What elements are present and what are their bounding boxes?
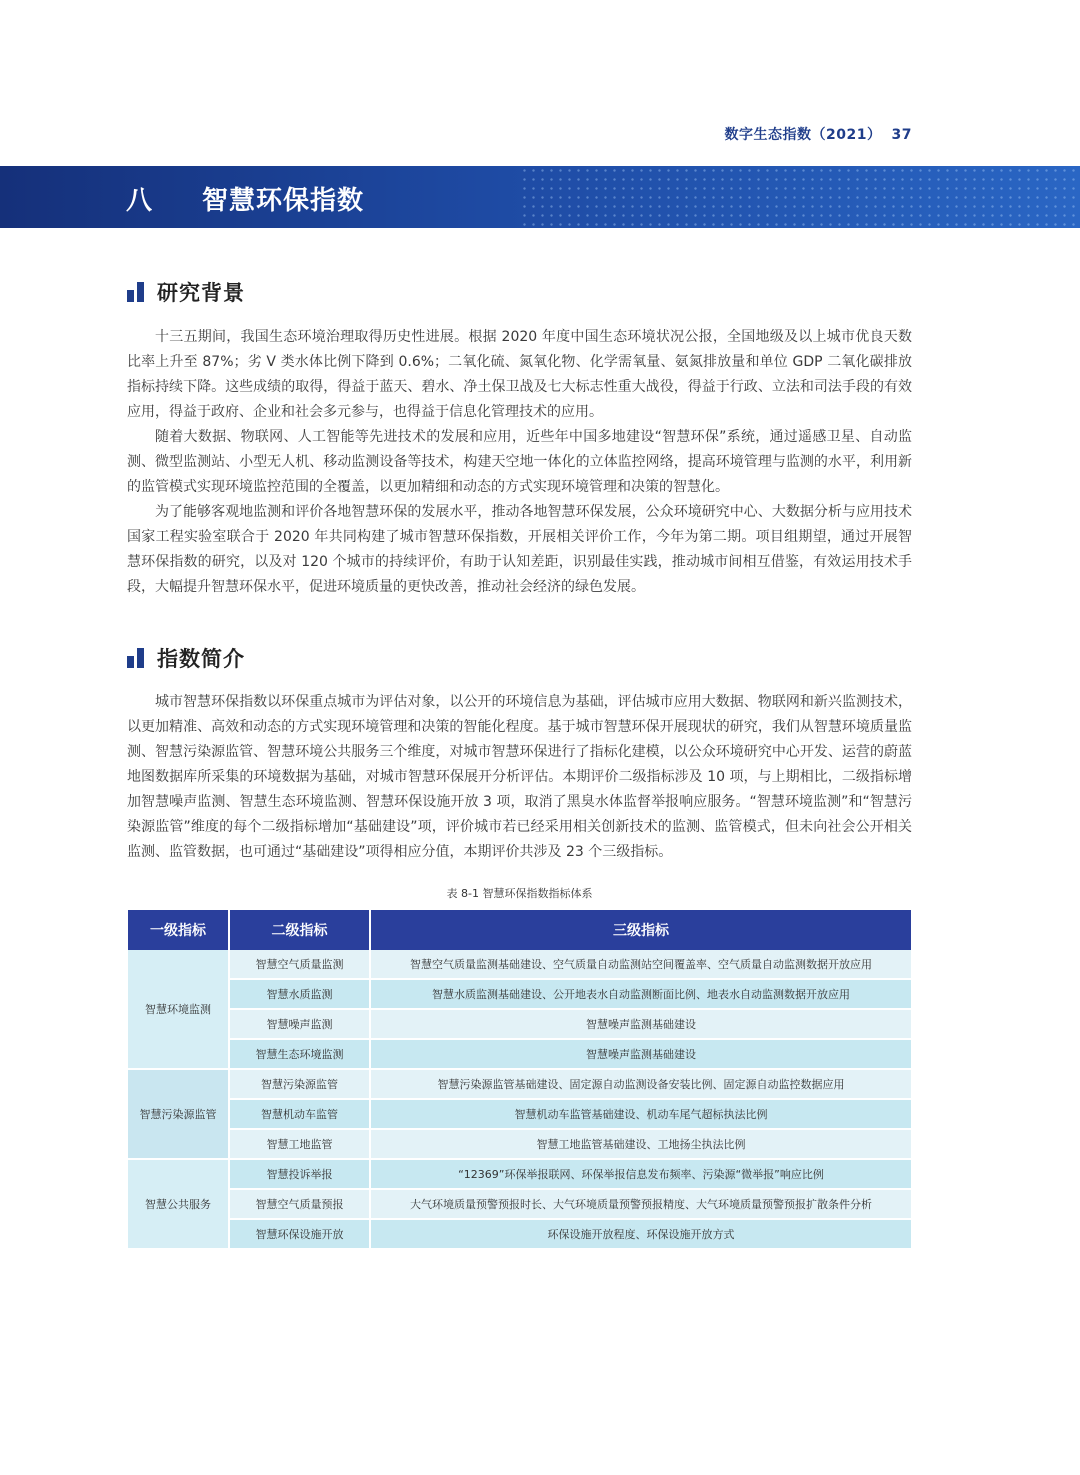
table-row <box>128 1099 911 1129</box>
level2-cell: 智慧环保设施开放 <box>229 1219 370 1249</box>
header-level1: 一级指标 <box>128 910 229 950</box>
page-number: 37 <box>891 127 912 143</box>
level2-cell: 智慧机动车监管 <box>229 1099 370 1129</box>
section-bars-icon <box>127 282 147 302</box>
table-row <box>128 1129 911 1159</box>
section-heading-background <box>127 277 245 307</box>
paragraph: 十三五期间，我国生态环境治理取得历史性进展。根据 2020 年度中国生态环境状况公报，全国地级及以上城市优良天数比率上升至 87%；劣 V 类水体比例下降到 0.6%；二氧化硫、氮氧化物、化学需氧量、氨氮排放量和单位 GDP 二氧化碳排放指标持续下降。这些成绩的取得，得益于蓝天、碧水、净土保卫战及七大标志性重大战役，得益于行政、立法和司法手段的有效应用，得益于政府、企业和社会多元参与，也得益于信息化管理技术的应用。 <box>127 329 912 420</box>
level2-cell: 智慧空气质量监测 <box>229 950 370 979</box>
table-row <box>128 1069 911 1099</box>
level2-cell: 智慧投诉举报 <box>229 1159 370 1189</box>
paragraph: 随着大数据、物联网、人工智能等先进技术的发展和应用，近些年中国多地建设“智慧环保”系统，通过遥感卫星、自动监测、微型监测站、小型无人机、移动监测设备等技术，构建天空地一体化的立体监控网络，提高环境管理与监测的水平，利用新的监管模式实现环境监控范围的全覆盖，以更加精细和动态的方式实现环境管理和决策的智慧化。 <box>127 429 912 495</box>
table-row <box>128 1219 911 1249</box>
paragraph: 城市智慧环保指数以环保重点城市为评估对象，以公开的环境信息为基础，评估城市应用大数据、物联网和新兴监测技术，以更加精准、高效和动态的方式实现环境管理和决策的智能化程度。基于城市智慧环保开展现状的研究，我们从智慧环境质量监测、智慧污染源监管、智慧环境公共服务三个维度，对城市智慧环保进行了指标化建模，以公众环境研究中心开发、运营的蔚蓝地图数据库所采集的环境数据为基础，对城市智慧环保展开分析评估。本期评价二级指标涉及 10 项，与上期相比，二级指标增加智慧噪声监测、智慧生态环境监测、智慧环保设施开放 3 项，取消了黑臭水体监督举报响应服务。“智慧环境监测”和“智慧污染源监管”维度的每个二级指标增加“基础建设”项，评价城市若已经采用相关创新技术的监测、监管模式，但未向社会公开相关监测、监管数据，也可通过“基础建设”项得相应分值，本期评价共涉及 23 个三级指标。 <box>127 694 912 860</box>
chapter-number: 八 <box>126 186 153 216</box>
level2-cell: 智慧水质监测 <box>229 979 370 1009</box>
section-heading-text: 研究背景 <box>157 281 245 305</box>
table-caption: 表 8-1 智慧环保指数指标体系 <box>446 887 593 900</box>
level1-cell: 智慧污染源监管 <box>128 1069 229 1159</box>
level3-cell: 智慧水质监测基础建设、公开地表水自动监测断面比例、地表水自动监测数据开放应用 <box>370 979 911 1009</box>
banner-dot-pattern <box>520 166 1080 228</box>
header-level3: 三级指标 <box>370 910 911 950</box>
level3-cell: 智慧机动车监管基础建设、机动车尾气超标执法比例 <box>370 1099 911 1129</box>
level2-cell: 智慧工地监管 <box>229 1129 370 1159</box>
level3-cell: 智慧工地监管基础建设、工地扬尘执法比例 <box>370 1129 911 1159</box>
level3-cell: 环保设施开放程度、环保设施开放方式 <box>370 1219 911 1249</box>
table-row <box>128 950 911 979</box>
header-level2: 二级指标 <box>229 910 370 950</box>
table-header-row <box>128 910 911 950</box>
running-title: 数字生态指数（2021） <box>724 127 882 143</box>
chapter-title: 智慧环保指数 <box>202 186 365 216</box>
paragraph: 为了能够客观地监测和评价各地智慧环保的发展水平，推动各地智慧环保发展，公众环境研究中心、大数据分析与应用技术国家工程实验室联合于 2020 年共同构建了城市智慧环保指数，开展相关评价工作，今年为第二期。项目组期望，通过开展智慧环保指数的研究，以及对 120 个城市的持续评价，有助于认知差距，识别最佳实践，推动城市间相互借鉴，有效运用技术手段，大幅提升智慧环保水平，促进环境质量的更快改善，推动社会经济的绿色发展。 <box>127 504 912 595</box>
level3-cell: 智慧空气质量监测基础建设、空气质量自动监测站空间覆盖率、空气质量自动监测数据开放应用 <box>370 950 911 979</box>
table-row <box>128 979 911 1009</box>
level2-cell: 智慧噪声监测 <box>229 1009 370 1039</box>
background-paragraphs <box>127 325 912 600</box>
chapter-banner <box>0 166 1080 228</box>
index-table <box>128 910 911 1250</box>
level3-cell: 智慧噪声监测基础建设 <box>370 1009 911 1039</box>
level1-cell: 智慧环境监测 <box>128 950 229 1069</box>
table-row <box>128 1159 911 1189</box>
level3-cell: 智慧污染源监管基础建设、固定源自动监测设备安装比例、固定源自动监控数据应用 <box>370 1069 911 1099</box>
intro-paragraphs <box>127 690 912 865</box>
level2-cell: 智慧生态环境监测 <box>229 1039 370 1069</box>
level2-cell: 智慧污染源监管 <box>229 1069 370 1099</box>
section-heading-text: 指数简介 <box>157 647 245 671</box>
section-heading-intro <box>127 643 245 673</box>
level3-cell: 智慧噪声监测基础建设 <box>370 1039 911 1069</box>
level3-cell: 大气环境质量预警预报时长、大气环境质量预警预报精度、大气环境质量预警预报扩散条件分析 <box>370 1189 911 1219</box>
table-row <box>128 1009 911 1039</box>
level1-cell: 智慧公共服务 <box>128 1159 229 1249</box>
section-bars-icon <box>127 648 147 668</box>
table-row <box>128 1189 911 1219</box>
level2-cell: 智慧空气质量预报 <box>229 1189 370 1219</box>
running-header <box>725 124 912 144</box>
table-row <box>128 1039 911 1069</box>
level3-cell: “12369”环保举报联网、环保举报信息发布频率、污染源“微举报”响应比例 <box>370 1159 911 1189</box>
